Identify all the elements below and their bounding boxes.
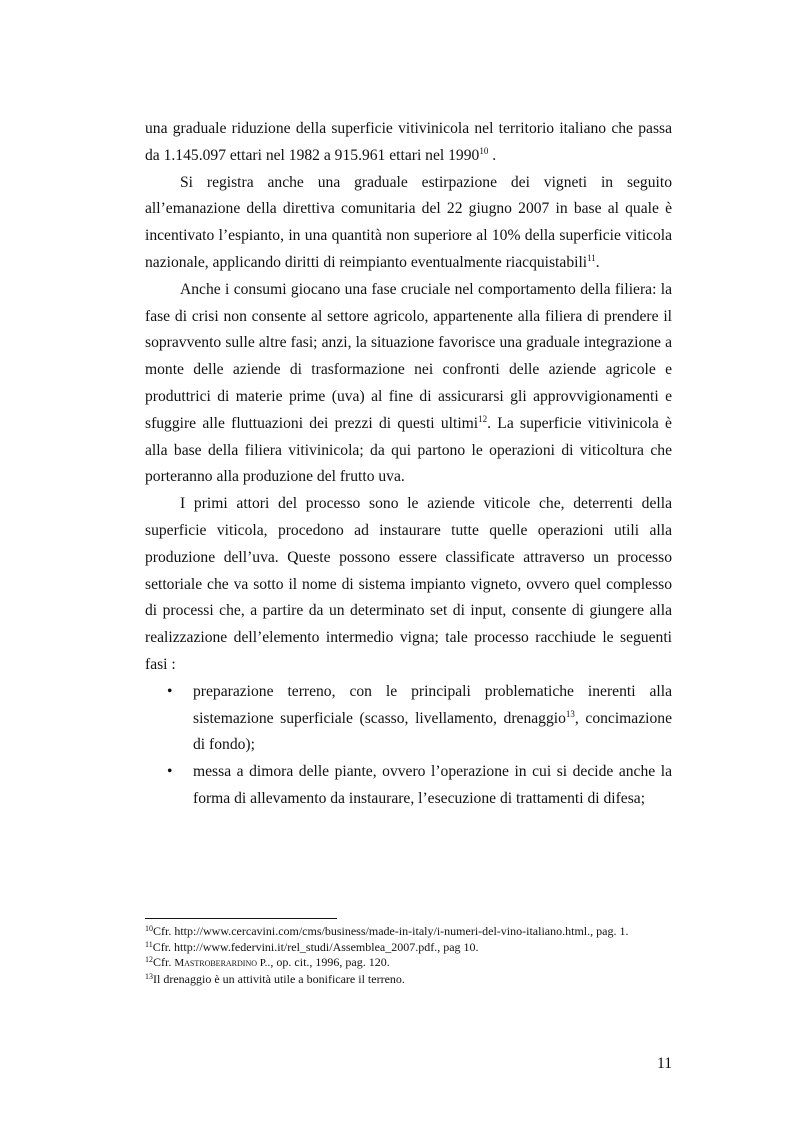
- bullet-list: [145, 679, 672, 813]
- paragraph-2: Si registra anche una graduale estirpazione dei vigneti in seguito all’emanazione della direttiva comunitaria del 22 giugno 2007 in base al quale è incentivato l’espianto, in una quantità non superiore al 10% della superficie viticola nazionale, applicando diritti di reimpianto eventualmente riacquistabili$^{11}$.: [145, 173, 672, 271]
- footnote-ref-11: 11: [587, 252, 596, 263]
- bullet-icon: •: [167, 763, 173, 781]
- footnote-12: $^{12}$Cfr. Mastroberardino P.., op. cit., 1996, pag. 120.: [145, 955, 390, 969]
- footnote-ref-13: 13: [565, 708, 575, 719]
- paragraph-1: una graduale riduzione della superficie vitivinicola nel territorio italiano che passa da 1.145.097 ettari nel 1982 a 915.961 ettari nel 1990$^{10}$ .: [145, 120, 672, 164]
- footnote-ref-10: 10: [479, 145, 489, 156]
- footnote-13: $^{13}$Il drenaggio è un attività utile a bonificare il terreno.: [145, 971, 405, 986]
- footnote-11: $^{11}$Cfr. http://www.federvini.it/rel_studi/Assemblea_2007.pdf., pag 10.: [145, 939, 479, 954]
- footnote-10: $^{10}$Cfr. http://www.cercavini.com/cms/business/made-in-italy/i-numeri-del-vino-italiano.html., pag. 1.: [145, 924, 629, 938]
- paragraph-4: I primi attori del processo sono le aziende viticole che, deterrenti della superficie viticola, procedono ad instaurare tutte quelle operazioni utili alla produzione dell’uva. Queste possono essere classificate attraverso un processo settoriale che va sotto il nome di sistema impianto vigneto, ovvero quel complesso di processi che, a partire da un determinato set di input, consente di giungere alla realizzazione dell’elemento intermedio vigna; tale processo racchiude le seguenti fasi :: [145, 495, 672, 673]
- body-text: [145, 116, 672, 813]
- list-item: • messa a dimora delle piante, ovvero l’operazione in cui si decide anche la forma di allevamento da instaurare, l’esecuzione di trattamenti di difesa;: [145, 759, 672, 813]
- list-item: • preparazione terreno, con le principali problematiche inerenti alla sistemazione superficiale (scasso, livellamento, drenaggio$^{13}$, concimazione di fondo);: [145, 679, 672, 759]
- author-name: Mastroberardino P.: [174, 957, 268, 969]
- footnotes: [145, 924, 672, 987]
- paragraph-3: Anche i consumi giocano una fase cruciale nel comportamento della filiera: la fase di crisi non consente al settore agricolo, appartenente alla filiera di prendere il sopravvento sulle altre fasi; anzi, la situazione favorisce una graduale integrazione a monte delle aziende di trasformazione nei confronti delle aziende agricole e produttrici di materie prime (uva) al fine di assicurarsi gli approvvigionamenti e sfuggire alle fluttuazioni dei prezzi di questi ultimi$^{12}$. La superficie vitivinicola è alla base della filiera vitivinicola; da qui partono le operazioni di viticoltura che porteranno alla produzione del frutto uva.: [145, 280, 672, 486]
- footnote-ref-12: 12: [478, 413, 488, 424]
- bullet-icon: •: [167, 682, 173, 700]
- page-number: 11: [656, 1055, 672, 1072]
- footnote-separator: [145, 918, 337, 919]
